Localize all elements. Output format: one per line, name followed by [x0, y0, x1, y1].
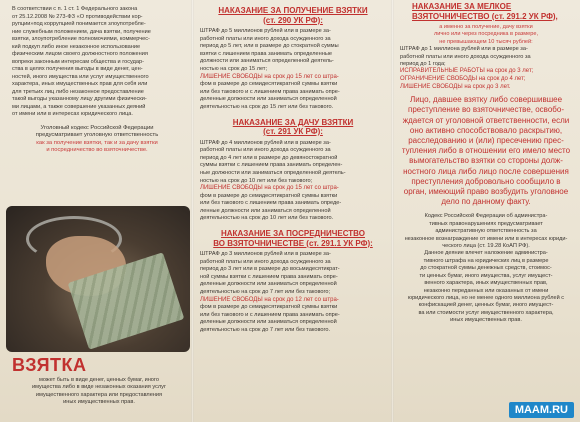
text-line: административную ответственность за: [435, 228, 537, 235]
text-line: ностного лица либо лицо после совершения: [403, 166, 569, 176]
heading-line: НАКАЗАНИЕ ЗА МЕЛКОЕ: [412, 2, 512, 11]
heading-line: ВЗЯТОЧНИЧЕСТВО (ст. 291.2 УК РФ),: [412, 11, 558, 21]
text-line: юридического лица, но не менее одного миллиона рублей с: [407, 294, 565, 301]
column-left: [0, 0, 190, 422]
text-line: кий подкуп либо иное незаконное использование: [12, 43, 141, 50]
text-line: ние служебным положением, дача взятки, получение: [12, 28, 151, 35]
text-line: венного характера, иных имущественных прав,: [424, 280, 548, 287]
text-line: Лицо, давшее взятку либо совершившее: [409, 95, 563, 105]
heading-line: НАКАЗАНИЕ ЗА ПОЛУЧЕНИЕ ВЗЯТКИ: [218, 6, 368, 15]
text-line: ЛИШЕНИЕ СВОБОДЫ на срок до 3 лет.: [400, 83, 511, 90]
text-line: взятки с лишением права занимать определенные: [200, 50, 332, 57]
penalty-heading: [200, 6, 386, 25]
text-line: дело по данному факту.: [441, 197, 531, 207]
text-line: для третьих лиц либо незаконное предоставление: [12, 88, 144, 95]
text-line: орган, имеющий право возбудить уголовное: [403, 187, 569, 197]
text-line: ва или стоимости услуг имущественного характера,: [418, 309, 554, 316]
text-line: период до 5 лет, или в размере до стократной суммы: [200, 43, 339, 50]
text-line: ми лицами, а также совершение указанных деяний: [12, 103, 146, 110]
text-line: ЛИШЕНИЕ СВОБОДЫ на срок до 15 лет со штра-: [200, 73, 339, 80]
text-line: период до 4 лет или в размере до девяностократной: [200, 154, 338, 161]
text-line: ностей, иного имущества или услуг имущественного: [12, 73, 149, 80]
text-line: преступление во взяточничестве, освобо-: [408, 105, 564, 115]
column-middle: [194, 0, 392, 422]
column-right: [394, 0, 580, 422]
text-line: ШТРАФ до 4 миллионов рублей или в размере за-: [200, 139, 331, 146]
bribe-title: ВЗЯТКА: [12, 355, 87, 375]
text-line: взятки, злоупотребление полномочиями, коммерчес-: [12, 36, 150, 42]
petty-penalty-text: [400, 46, 572, 91]
text-line: а именно за получение, дачу взятки: [439, 24, 533, 30]
text-line: незаконное вознаграждение от имени или в интересах юриди-: [404, 235, 568, 242]
text-line: незаконно переданных или оказанных от имени: [423, 287, 549, 294]
text-line: ШТРАФ до 3 миллионов рублей или в размере за-: [200, 251, 331, 258]
text-line: ленные должности или заниматься определенной: [200, 207, 331, 214]
text-line: деленные должности или заниматься определенной: [200, 319, 337, 326]
text-line: ные должности или заниматься определенной деятель-: [200, 169, 346, 176]
text-line: иных имущественных прав.: [450, 317, 522, 324]
text-line: может быть в виде денег, ценных бумаг, иного: [39, 377, 159, 383]
text-line: от 25.12.2008 № 273-ФЗ «О противодействии кор-: [12, 13, 143, 20]
text-line: период до 1 года;: [400, 61, 446, 68]
text-line: ной суммы взятки с лишением права занимать опре-: [200, 273, 338, 280]
heading-line: НАКАЗАНИЕ ЗА ПОСРЕДНИЧЕСТВО: [221, 229, 365, 239]
text-line: работной платы или иного дохода осужденного за: [200, 35, 331, 42]
text-line: предусматривает уголовную ответственность: [35, 132, 159, 139]
text-line: деленные должности или заниматься определенной: [200, 96, 337, 103]
penalty-heading: [200, 118, 386, 137]
text-line: не превышающем 10 тысяч рублей:: [439, 38, 533, 45]
text-line: или без такового и с лишением права занимать опре-: [200, 311, 340, 318]
petty-subheading: [400, 24, 572, 46]
criminal-code-note: [12, 125, 182, 155]
exemption-note: [400, 95, 572, 207]
text-line: ИСПРАВИТЕЛЬНЫЕ РАБОТЫ на срок до 3 лет;: [400, 68, 534, 75]
text-line: такой выгоды указанному лицу другими физически-: [12, 96, 147, 102]
text-line: вопреки законным интересам общества и государ-: [12, 58, 145, 65]
text-line: Кодекс Российской Федерации об администра-: [424, 213, 548, 220]
text-line: имущественного характера или предоставления: [35, 391, 163, 398]
text-line: или без такового и с лишением права занимать опре-: [200, 88, 340, 95]
text-line: иных имущественных прав.: [63, 399, 135, 406]
text-line: деятельностью на срок до 10 лет или без такового.: [200, 215, 334, 222]
text-line: ЛИШЕНИЕ СВОБОДЫ на срок до 12 лет со штра-: [200, 296, 339, 303]
text-line: период до 3 лет или в размере до восьмидесятикрат-: [200, 266, 340, 273]
text-line: как за получение взятки, так и за дачу взятки: [36, 139, 158, 146]
text-line: ждается от уголовной ответственности, если: [402, 115, 570, 125]
penalty-block-receiving: [200, 6, 386, 112]
text-line: и посредничество во взяточничестве.: [46, 147, 148, 154]
penalty-block-mediation: [200, 229, 386, 335]
text-line: ства в целях получения выгоды в виде денег, цен-: [12, 66, 143, 72]
heading-line: НАКАЗАНИЕ ЗА ДАЧУ ВЗЯТКИ: [232, 117, 354, 127]
text-line: тивных правонарушениях предусматривает: [429, 220, 543, 227]
text-line: преступления добровольно сообщило в: [411, 176, 561, 186]
text-line: оно активно способствовало раскрытию,: [409, 125, 563, 135]
text-line: фом в размере до семидесятикратной суммы взятки: [200, 304, 338, 311]
text-line: В соответствии с п. 1 ст. 1 Федерального закона: [12, 6, 138, 12]
corruption-definition: [12, 6, 182, 119]
text-line: ОГРАНИЧЕНИЕ СВОБОДЫ на срок до 4 лет;: [400, 76, 526, 83]
text-line: Данное деяние влечет наложение администра-: [424, 250, 548, 257]
penalty-text: [200, 140, 386, 224]
text-line: работной платы или иного дохода осужденного за: [200, 258, 331, 265]
text-line: характера, иных имущественных прав для себя или: [12, 81, 148, 87]
text-line: ческого лица (ст. 19.28 КоАП РФ).: [442, 243, 530, 250]
text-line: суммы взятки с лишением права занимать определен-: [200, 162, 343, 169]
text-line: работной платы или иного дохода осужденного за: [200, 147, 331, 154]
text-line: работной платы или иного дохода осужденного за: [400, 53, 531, 60]
text-line: ШТРАФ до 5 миллионов рублей или в размере за-: [200, 28, 331, 34]
text-line: лично или через посредника в размере,: [433, 31, 539, 38]
text-line: от имени или в интересах юридического лица.: [12, 111, 133, 117]
text-line: деятельностью на срок до 7 лет или без такового.: [200, 327, 331, 333]
text-line: ностью на срок до 15 лет;: [200, 65, 268, 72]
text-line: ШТРАФ до 1 миллиона рублей или в размере за-: [400, 46, 528, 53]
penalty-text: [200, 28, 386, 112]
penalty-heading: [200, 229, 386, 248]
text-line: фом в размере до семидесятикратной суммы взятки: [200, 192, 338, 199]
text-line: ти ценных бумаг, иного имущества, услуг имущест-: [419, 272, 553, 279]
text-line: имущества либо в виде незаконных оказания услуг: [32, 384, 166, 391]
text-line: или без такового с лишением права занимать опреде-: [200, 200, 342, 207]
text-line: расследованию и (или) пресечению прес-: [408, 136, 564, 146]
penalty-block-giving: [200, 118, 386, 224]
text-line: до стократной суммы денежных средств, стоимос-: [420, 265, 552, 272]
text-line: ностью на срок до 10 лет или без такового;: [200, 177, 313, 184]
text-line: тупления либо в отношении его имело место: [401, 146, 571, 156]
text-line: вымогательство взятки со стороны долж-: [409, 156, 563, 166]
text-line: должности или заниматься определенной деятель-: [200, 58, 334, 65]
text-line: фом в размере до семидесятикратной суммы взятки: [200, 81, 338, 88]
text-line: конфискацией денег, ценных бумаг, иного имущест-: [418, 302, 554, 309]
text-line: рупции»под коррупцией понимается злоупотребле-: [12, 21, 146, 27]
text-line: деятельностью на срок до 15 лет или без такового.: [200, 103, 334, 110]
text-line: деленные должности или заниматься определенной: [200, 281, 337, 288]
maam-watermark[interactable]: MAAM.RU: [509, 402, 574, 418]
koap-text: [400, 213, 572, 324]
text-line: физическим лицом своего должностного положения: [12, 51, 148, 57]
text-line: тивного штрафа на юридических лиц в размере: [423, 257, 549, 264]
heading-line: (ст. 290 УК РФ):: [263, 15, 323, 25]
heading-line: (ст. 291 УК РФ):: [263, 127, 323, 137]
bribe-forms-text: [12, 377, 186, 407]
text-line: деятельностью на срок до 7 лет или без такового;: [200, 289, 331, 296]
text-line: ЛИШЕНИЕ СВОБОДЫ на срок до 15 лет со штра-: [200, 185, 339, 192]
handcuffs-money-photo: [6, 206, 190, 352]
penalty-text: [200, 251, 386, 335]
text-line: Уголовный кодекс Российской Федерации: [40, 124, 154, 131]
heading-line: ВО ВЗЯТОЧНИЧЕСТВЕ (ст. 291.1 УК РФ):: [213, 238, 373, 248]
penalty-heading-petty: [400, 2, 572, 21]
